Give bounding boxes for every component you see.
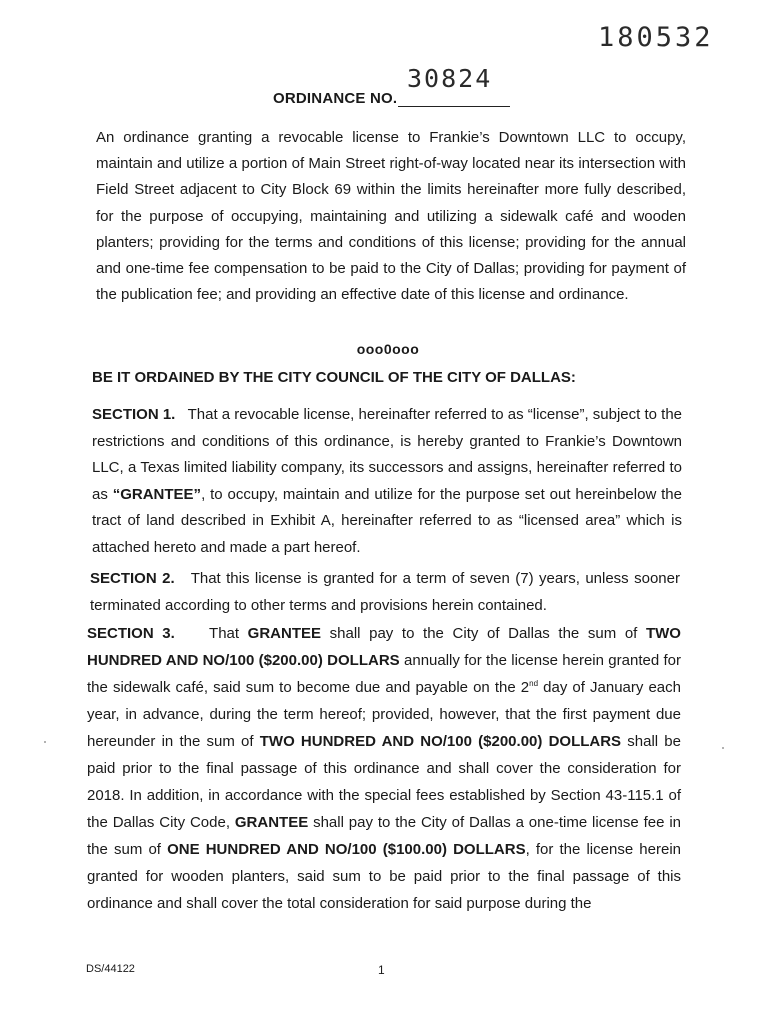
page-number: 1 [378, 963, 385, 977]
ordinance-number: 30824 [407, 64, 493, 93]
section-3-amount-first: TWO HUNDRED AND NO/100 ($200.00) DOLLARS [259, 733, 622, 750]
section-3-t1: That [209, 625, 240, 642]
section-3-label: SECTION 3. [87, 625, 175, 642]
section-3-t4: day of January each year, in advance, during the term hereof; provided, however, that the first payment due hereunder in the sum of [87, 679, 681, 750]
stamp-number: 180532 [598, 22, 714, 53]
section-3-amount-onetime: ONE HUNDRED AND NO/100 ($100.00) DOLLARS [167, 841, 526, 858]
section-3-t6: shall pay to the City of Dallas a one-time license fee in the sum of [87, 814, 681, 858]
section-3-grantee-2: GRANTEE [234, 814, 309, 831]
section-3-grantee: GRANTEE [247, 625, 322, 642]
section-1-label: SECTION 1. [92, 406, 176, 423]
ordinal-suffix: nd [529, 679, 539, 688]
document-code: DS/44122 [86, 963, 135, 975]
section-1-text-b: , to occupy, maintain and utilize for the purpose set out hereinbelow the tract of land described in Exhibit A, hereinafter referred to as “licensed area” which is attached hereto and made a part hereof. [92, 485, 682, 556]
ordinance-number-underline [398, 106, 510, 107]
section-3-amount-annual: TWO HUNDRED AND NO/100 ($200.00) DOLLARS [87, 625, 681, 669]
section-2-label: SECTION 2. [90, 570, 175, 587]
separator: ooo0ooo [356, 341, 420, 357]
scan-speck [44, 741, 46, 743]
section-3-t5: shall be paid prior to the final passage of this ordinance and shall cover the consideration for 2018. In addition, in accordance with the special fees established by Section 43-115.1 of the Dallas City Code, [87, 733, 681, 831]
section-3-t3: annually for the license herein granted for the sidewalk café, said sum to become due and payable on the 2 [87, 652, 682, 696]
section-2 [90, 566, 680, 619]
scan-speck [722, 747, 724, 749]
section-1-text-a: That a revocable license, hereinafter referred to as “license”, subject to the restrictions and conditions of this ordinance, is hereby granted to Frankie’s Downtown LLC, a Texas limited liability company, its successors and assigns, hereinafter referred to as [92, 406, 683, 503]
section-3-t7: , for the license herein granted for wooden planters, said sum to be paid prior to the final passage of this ordinance and shall cover the total consideration for said purpose during the [87, 841, 681, 912]
ordinance-heading: ORDINANCE NO. [273, 90, 398, 107]
section-1 [92, 402, 682, 562]
section-3 [87, 620, 681, 917]
enacting-clause: BE IT ORDAINED BY THE CITY COUNCIL OF THE CITY OF DALLAS: [92, 369, 576, 386]
section-1-grantee: “GRANTEE” [112, 485, 202, 503]
ordinance-caption: An ordinance granting a revocable license to Frankie’s Downtown LLC to occupy, maintain and utilize a portion of Main Street right-of-way located near its intersection with Field Street adjacent to City Block 69 within the limits hereinafter more fully described, for the purpose of occupying, maintaining and utilizing a sidewalk café and wooden planters; providing for the terms and conditions of this license; providing for the annual and one-time fee compensation to be paid to the City of Dallas; providing for payment of the publication fee; and providing an effective date of this license and ordinance. [96, 129, 686, 304]
section-3-t2: shall pay to the City of Dallas the sum of [329, 625, 638, 642]
section-2-text: That this license is granted for a term of seven (7) years, unless sooner terminated according to other terms and provisions herein contained. [90, 570, 680, 614]
